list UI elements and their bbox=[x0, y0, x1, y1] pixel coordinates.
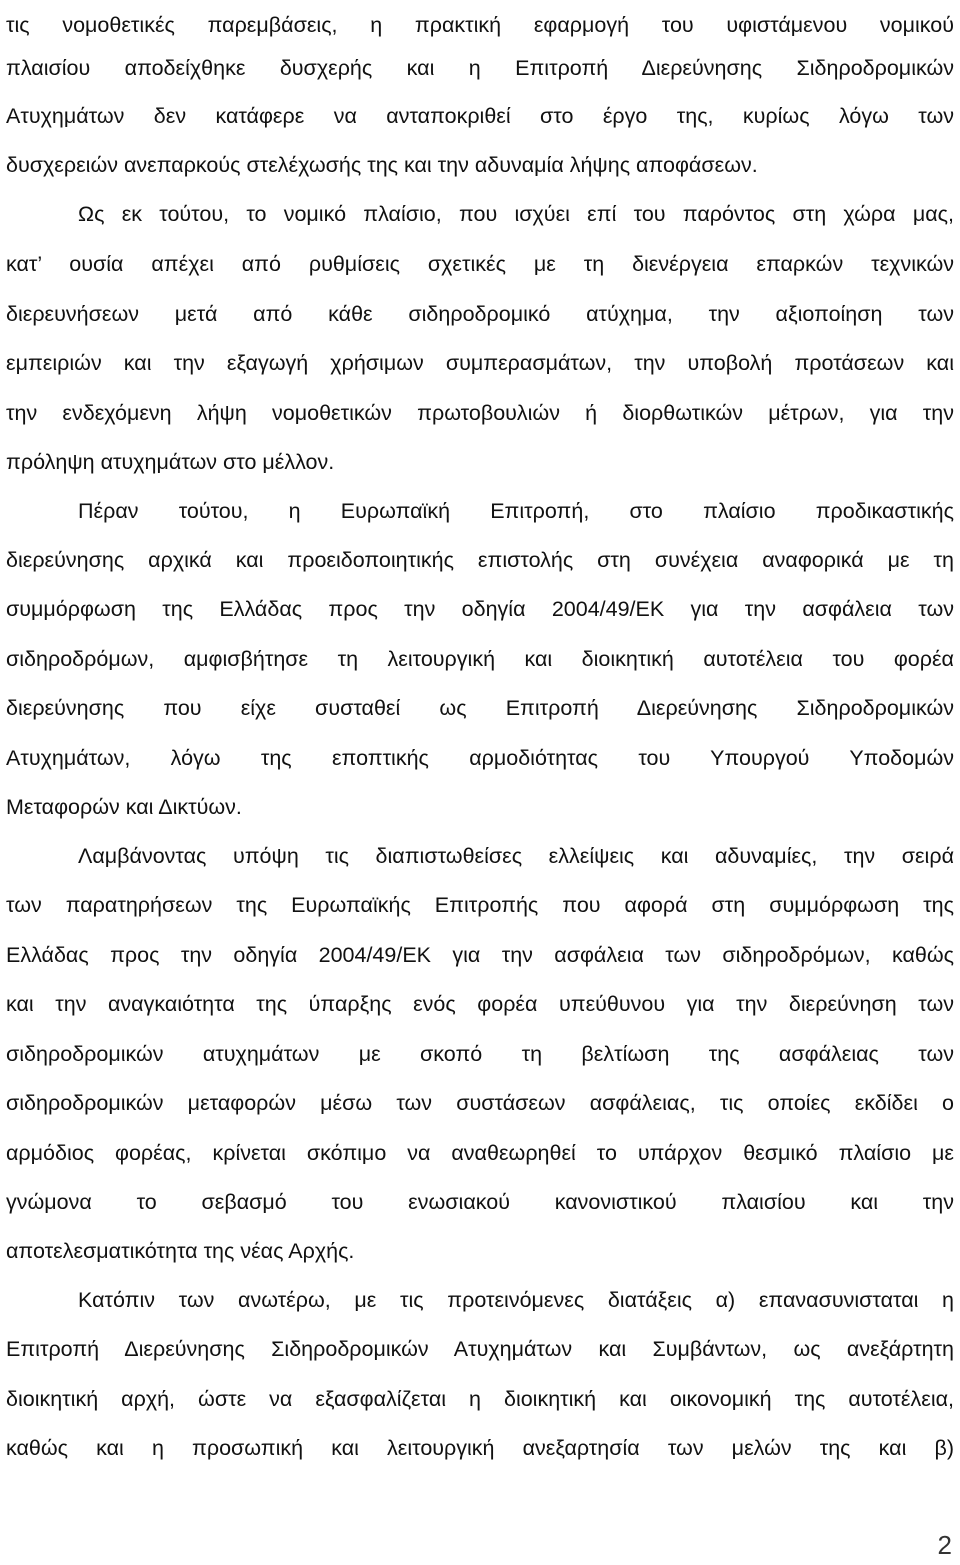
text-line: διερεύνησης αρχικά και προειδοποιητικής επιστολής στη συνέχεια αναφορικά με τη bbox=[6, 548, 954, 572]
text-line: και την αναγκαιότητα της ύπαρξης ενός φορέα υπεύθυνου για την διερεύνηση των bbox=[6, 992, 954, 1016]
text-line: Επιτροπή Διερεύνησης Σιδηροδρομικών Ατυχημάτων και Συμβάντων, ως ανεξάρτητη bbox=[6, 1337, 954, 1361]
text-line: Πέραν τούτου, η Ευρωπαϊκή Επιτροπή, στο πλαίσιο προδικαστικής bbox=[78, 499, 954, 523]
text-line: τις νομοθετικές παρεμβάσεις, η πρακτική εφαρμογή του υφιστάμενου νομικού bbox=[6, 13, 954, 37]
text-line: σιδηροδρομικών μεταφορών μέσω των συστάσεων ασφάλειας, τις οποίες εκδίδει ο bbox=[6, 1091, 954, 1115]
text-line: συμμόρφωση της Ελλάδας προς την οδηγία 2004/49/ΕΚ για την ασφάλεια των bbox=[6, 597, 954, 621]
text-line: αρμόδιος φορέας, κρίνεται σκόπιμο να αναθεωρηθεί το υπάρχον θεσμικό πλαίσιο με bbox=[6, 1141, 954, 1165]
text-line: διερευνήσεων μετά από κάθε σιδηροδρομικό ατύχημα, την αξιοποίηση των bbox=[6, 302, 954, 326]
text-line: σιδηροδρομικών ατυχημάτων με σκοπό τη βελτίωση της ασφάλειας των bbox=[6, 1042, 954, 1066]
text-line: δυσχερειών ανεπαρκούς στελέχωσής της και την αδυναμία λήψης αποφάσεων. bbox=[6, 153, 758, 177]
text-line: Μεταφορών και Δικτύων. bbox=[6, 795, 242, 819]
text-line: Ελλάδας προς την οδηγία 2004/49/ΕΚ για την ασφάλεια των σιδηροδρόμων, καθώς bbox=[6, 943, 954, 967]
text-line: την ενδεχόμενη λήψη νομοθετικών πρωτοβουλιών ή διορθωτικών μέτρων, για την bbox=[6, 401, 954, 425]
text-line: γνώμονα το σεβασμό του ενωσιακού κανονιστικού πλαισίου και την bbox=[6, 1190, 954, 1214]
text-line: Ως εκ τούτου, το νομικό πλαίσιο, που ισχύει επί του παρόντος στη χώρα μας, bbox=[78, 202, 954, 226]
text-line: εμπειριών και την εξαγωγή χρήσιμων συμπερασμάτων, την υποβολή προτάσεων και bbox=[6, 351, 954, 375]
text-line: διερεύνησης που είχε συσταθεί ως Επιτροπή Διερεύνησης Σιδηροδρομικών bbox=[6, 696, 954, 720]
text-line: διοικητική αρχή, ώστε να εξασφαλίζεται η διοικητική και οικονομική της αυτοτέλεια, bbox=[6, 1387, 954, 1411]
text-line: Ατυχημάτων, λόγω της εποπτικής αρμοδιότητας του Υπουργού Υποδομών bbox=[6, 746, 954, 770]
text-line: κατ’ ουσία απέχει από ρυθμίσεις σχετικές με τη διενέργεια επαρκών τεχνικών bbox=[6, 252, 954, 276]
text-line: καθώς και η προσωπική και λειτουργική ανεξαρτησία των μελών της και β) bbox=[6, 1436, 954, 1460]
text-line: Ατυχημάτων δεν κατάφερε να ανταποκριθεί στο έργο της, κυρίως λόγω των bbox=[6, 104, 954, 128]
page-number: 2 bbox=[937, 1530, 952, 1560]
text-line: Κατόπιν των ανωτέρω, με τις προτεινόμενες διατάξεις α) επανασυνισταται η bbox=[78, 1288, 954, 1312]
text-line: Λαμβάνοντας υπόψη τις διαπιστωθείσες ελλείψεις και αδυναμίες, την σειρά bbox=[78, 844, 954, 868]
text-line: αποτελεσματικότητα της νέας Αρχής. bbox=[6, 1239, 355, 1263]
text-line: πρόληψη ατυχημάτων στο μέλλον. bbox=[6, 450, 335, 474]
text-line: σιδηροδρόμων, αμφισβήτησε τη λειτουργική και διοικητική αυτοτέλεια του φορέα bbox=[6, 647, 954, 671]
text-line: των παρατηρήσεων της Ευρωπαϊκής Επιτροπής που αφορά στη συμμόρφωση της bbox=[6, 893, 954, 917]
text-line: πλαισίου αποδείχθηκε δυσχερής και η Επιτροπή Διερεύνησης Σιδηροδρομικών bbox=[6, 56, 954, 80]
